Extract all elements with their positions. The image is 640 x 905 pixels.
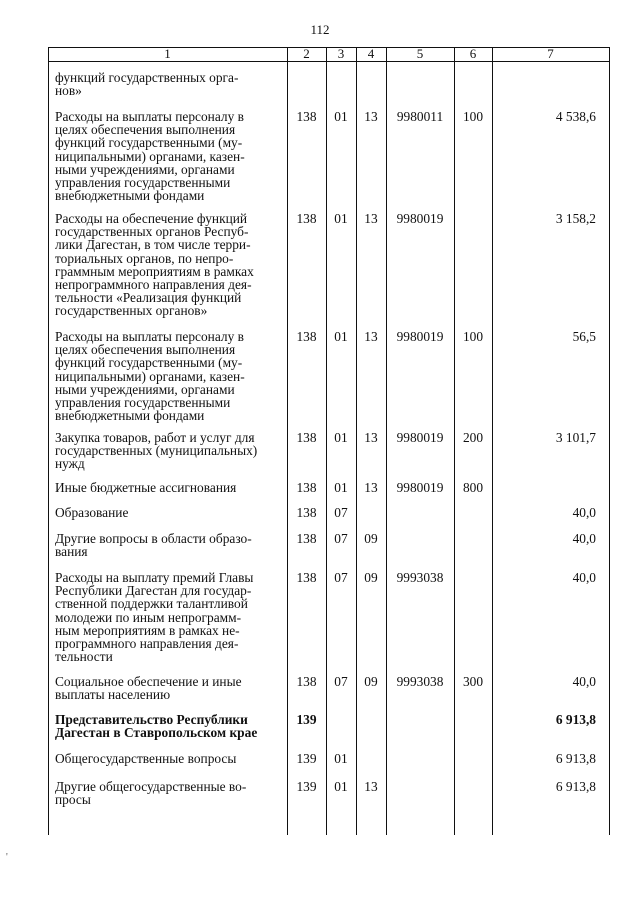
row-c2: 138 — [296, 211, 317, 226]
row-c4: 13 — [364, 779, 378, 794]
row-c6: 300 — [462, 674, 484, 689]
row-c2: 138 — [296, 430, 317, 445]
row-c4: 09 — [364, 531, 378, 546]
row-c2: 138 — [296, 531, 317, 546]
row-c2: 138 — [296, 329, 317, 344]
column-divider — [609, 47, 610, 835]
row-c5: 9993038 — [396, 674, 444, 689]
row-description: Другие вопросы в области образо- вания — [55, 531, 252, 560]
row-description: Образование — [55, 505, 129, 520]
header-col-4: 4 — [367, 46, 375, 61]
row-description: Закупка товаров, работ и услуг для государственных (муниципальных) нужд — [55, 430, 258, 472]
header-col-3: 3 — [337, 46, 345, 61]
row-c2: 139 — [296, 712, 317, 727]
row-c7: 3 158,2 — [555, 211, 596, 226]
row-c3: 01 — [334, 480, 348, 495]
row-description: Расходы на выплату премий Главы Республики Дагестан для государ- ственной поддержки талантливой молодежи по иным непрограмм- ным мероприятиям в рамках не- программного направления дея- тельности — [55, 570, 254, 665]
row-c3: 01 — [334, 779, 348, 794]
row-c4: 13 — [364, 480, 378, 495]
row-c2: 138 — [296, 109, 317, 124]
row-c6: 100 — [462, 109, 484, 124]
page-number: 112 — [310, 22, 330, 37]
row-c4: 09 — [364, 570, 378, 585]
row-c7: 56,5 — [572, 329, 596, 344]
row-c7: 6 913,8 — [555, 751, 596, 766]
header-col-2: 2 — [303, 46, 310, 61]
column-divider — [48, 47, 49, 835]
row-c3: 07 — [334, 570, 348, 585]
row-c6: 200 — [462, 430, 484, 445]
row-c2: 139 — [296, 751, 317, 766]
row-description: функций государственных орга- нов» — [55, 70, 239, 99]
row-c7: 40,0 — [572, 505, 596, 520]
row-c5: 9980011 — [396, 109, 444, 124]
header-col-1: 1 — [164, 46, 171, 61]
row-c3: 07 — [334, 531, 348, 546]
row-c3: 01 — [334, 751, 348, 766]
row-c7: 40,0 — [572, 531, 596, 546]
budget-table — [48, 47, 610, 835]
row-c7: 40,0 — [572, 674, 596, 689]
row-c4: 09 — [364, 674, 378, 689]
row-c4: 13 — [364, 329, 378, 344]
row-c7: 6 913,8 — [555, 779, 596, 794]
row-c2: 138 — [296, 674, 317, 689]
row-c5: 9980019 — [396, 480, 444, 495]
row-description: Другие общегосударственные во- просы — [55, 779, 247, 808]
row-description: Иные бюджетные ассигнования — [55, 480, 237, 495]
margin-mark: ' — [6, 852, 8, 863]
header-col-6: 6 — [469, 46, 477, 61]
row-c7: 3 101,7 — [555, 430, 596, 445]
row-c2: 138 — [296, 480, 317, 495]
row-c3: 07 — [334, 505, 348, 520]
row-c5: 9980019 — [396, 430, 444, 445]
row-c6: 800 — [462, 480, 484, 495]
row-description: Расходы на выплаты персоналу в целях обеспечения выполнения функций государственными (му- ниципальными) органами, казен- ными учреждениями, органами управления государственными внебюджетными фондами — [55, 109, 245, 204]
row-c4: 13 — [364, 430, 378, 445]
row-c3: 07 — [334, 674, 348, 689]
row-c5: 9993038 — [396, 570, 444, 585]
header-col-5: 5 — [416, 46, 424, 61]
row-c6: 100 — [462, 329, 484, 344]
row-c3: 01 — [334, 109, 348, 124]
row-description: Представительство Республики Дагестан в Ставропольском крае — [55, 712, 258, 741]
row-description: Расходы на обеспечение функций государственных органов Респуб- лики Дагестан, в том числе терри- ториальных органов, по непро- граммным мероприятиям в рамках непрограммного направления дея- тельности «Реализация функций государственных органов» — [55, 211, 254, 319]
row-c5: 9980019 — [396, 329, 444, 344]
row-c7: 4 538,6 — [555, 109, 596, 124]
row-c7: 40,0 — [572, 570, 596, 585]
row-c3: 01 — [334, 211, 348, 226]
row-c2: 139 — [296, 779, 317, 794]
row-c7: 6 913,8 — [555, 712, 596, 727]
row-description: Расходы на выплаты персоналу в целях обеспечения выполнения функций государственными (му- ниципальными) органами, казен- ными учреждениями, органами управления государственными внебюджетными фондами — [55, 329, 245, 424]
row-c4: 13 — [364, 211, 378, 226]
header-bottom-rule — [48, 61, 610, 62]
row-c3: 01 — [334, 430, 348, 445]
header-col-7: 7 — [547, 46, 554, 61]
row-c4: 13 — [364, 109, 378, 124]
row-description: Социальное обеспечение и иные выплаты населению — [55, 674, 242, 703]
row-c3: 01 — [334, 329, 348, 344]
row-c5: 9980019 — [396, 211, 444, 226]
row-description: Общегосударственные вопросы — [55, 751, 237, 766]
row-c2: 138 — [296, 570, 317, 585]
row-c2: 138 — [296, 505, 317, 520]
